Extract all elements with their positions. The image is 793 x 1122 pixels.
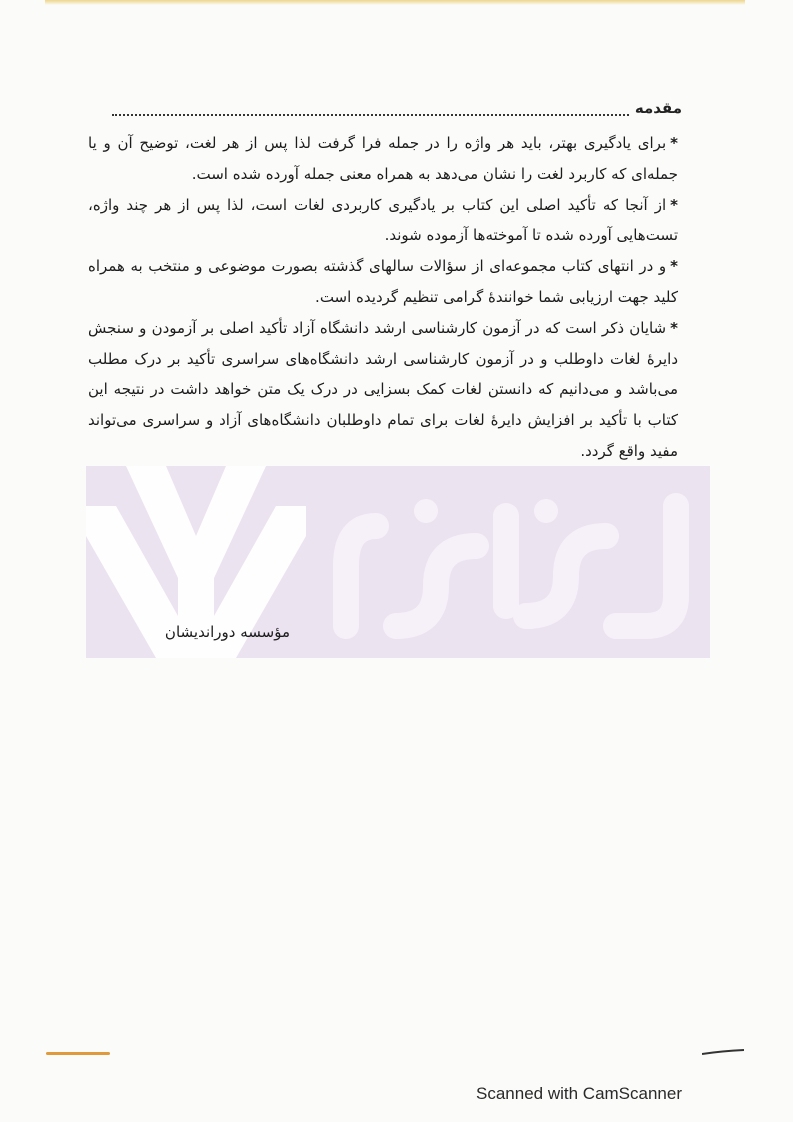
- paragraph-text: از آنجا که تأکید اصلی این کتاب بر یادگیری کاربردی لغات است، لذا پس از هر چند واژه، تست‌هایی آورده شده تا آموخته‌ها آزموده شوند.: [88, 195, 678, 245]
- paragraph: [88, 313, 678, 467]
- paragraph-text: شایان ذکر است که در آزمون کارشناسی ارشد دانشگاه آزاد تأکید اصلی بر آزمودن و سنجش دایرهٔ لغات داوطلب و در آزمون کارشناسی ارشد دانشگاه‌های سراسری تأکید بر درک مطلب می‌باشد و می‌دانیم که دانستن لغات کمک بسزایی در درک یک متن خواهد داشت در نتیجه این کتاب با تأکید بر افزایش دایرهٔ لغات برای تمام داوطلبان دانشگاه‌های آزاد و سراسری می‌تواند مفید واقع گردد.: [88, 318, 678, 460]
- page-corner-mark-right: [702, 1049, 744, 1055]
- page-corner-mark-left: [46, 1052, 110, 1055]
- bullet-star: *: [670, 318, 678, 337]
- heading-leader-dots: [112, 114, 629, 116]
- paragraph-text: برای یادگیری بهتر، باید هر واژه را در جمله فرا گرفت لذا پس از هر لغت، توضیح آن و یا جمله‌ای که کاربرد لغت را نشان می‌دهد به همراه معنی جمله آورده شده است.: [88, 134, 678, 183]
- paragraph: [88, 251, 678, 313]
- bullet-star: *: [670, 134, 678, 152]
- page-top-edge: [45, 0, 745, 5]
- page-heading: مقدمه: [634, 99, 682, 117]
- paragraph: [88, 190, 678, 252]
- signature: مؤسسه دوراندیشان: [164, 623, 290, 641]
- bullet-star: *: [670, 195, 678, 214]
- heading-row: [112, 94, 682, 122]
- bullet-star: *: [670, 257, 678, 276]
- paragraph-text: و در انتهای کتاب مجموعه‌ای از سؤالات سالهای گذشته بصورت موضوعی و منتخب به همراه کلید جهت ارزیابی شما خوانندهٔ گرامی تنظیم گردیده است.: [88, 257, 678, 306]
- body-text: [88, 128, 678, 467]
- scanner-footer: Scanned with CamScanner: [476, 1084, 683, 1103]
- paragraph: [88, 128, 678, 190]
- watermark-wordmark: [316, 476, 706, 651]
